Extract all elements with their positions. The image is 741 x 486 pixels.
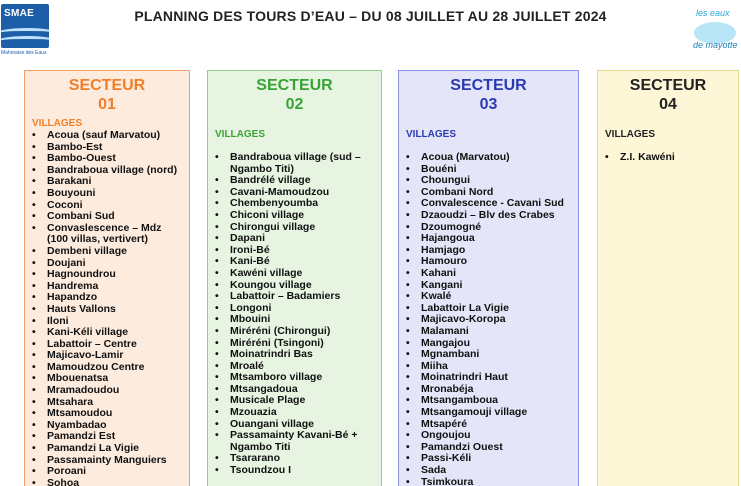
village-item: • Iloni — [25, 316, 189, 328]
sector-01-panel — [24, 70, 190, 486]
village-item: • Mtsamboro village — [208, 372, 381, 384]
village-item: • Pamandzi Ouest — [399, 442, 578, 454]
village-item: • Miiha — [399, 361, 578, 373]
village-item: • Acoua (Marvatou) — [399, 152, 578, 164]
sector-title: SECTEUR — [256, 77, 333, 94]
village-item: • Handrema — [25, 281, 189, 293]
sector-heading — [208, 76, 381, 114]
sector-number: 04 — [659, 96, 677, 113]
village-item: • Dapani — [208, 233, 381, 245]
village-item: • Chiconi village — [208, 210, 381, 222]
villages-label: VILLAGES — [32, 118, 83, 129]
village-item: • Majicavo-Koropa — [399, 314, 578, 326]
village-item: • Kahani — [399, 268, 578, 280]
village-item: • Kwalé — [399, 291, 578, 303]
village-item: • Bambo-Ouest — [25, 153, 189, 165]
sector-number: 03 — [479, 96, 498, 113]
village-item: • Ongoujou — [399, 430, 578, 442]
sector-title: SECTEUR — [629, 77, 707, 94]
village-item: • Bambo-Est — [25, 142, 189, 154]
village-item: • Hapandzo — [25, 292, 189, 304]
village-item: • Mtsangadoua — [208, 384, 381, 396]
village-list — [25, 130, 189, 486]
village-item: • Passamainty Kavani-Bé + Ngambo Titi — [208, 430, 381, 453]
sector-title: SECTEUR — [450, 77, 527, 94]
eaux-de-mayotte-logo — [690, 8, 740, 54]
village-item: • Mroalé — [208, 361, 381, 373]
village-item: • Passamainty Manguiers — [25, 455, 189, 467]
sector-heading — [399, 76, 578, 114]
village-item: • Z.I. Kawéni — [598, 152, 738, 164]
village-item: • Labattoir – Centre — [25, 339, 189, 351]
village-item: • Mangajou — [399, 338, 578, 350]
wave-icon — [1, 36, 49, 46]
village-item: • Coconi — [25, 200, 189, 212]
page-title: PLANNING DES TOURS D’EAU – DU 08 JUILLET AU 28 JUILLET 2024 — [134, 8, 607, 24]
village-list — [598, 152, 738, 164]
eaux-logo-line1: les eaux — [696, 8, 730, 18]
sector-02-panel — [207, 70, 382, 486]
village-item: • Moinatrindri Haut — [399, 372, 578, 384]
village-item: • Mamoudzou Centre — [25, 362, 189, 374]
village-item: • Bandrélé village — [208, 175, 381, 187]
village-item: • Hajangoua — [399, 233, 578, 245]
village-item: • Moinatrindri Bas — [208, 349, 381, 361]
village-item: • Kani-Bé — [208, 256, 381, 268]
village-item: • Mbouini — [208, 314, 381, 326]
village-item: • Dembeni village — [25, 246, 189, 258]
village-item: • Mronabéja — [399, 384, 578, 396]
village-item: • Chirongui village — [208, 222, 381, 234]
village-item: • Chembenyoumba — [208, 198, 381, 210]
village-item: • Longoni — [208, 303, 381, 315]
sector-heading — [25, 76, 189, 114]
village-item: • Tsimkoura — [399, 477, 578, 486]
village-item: • Sohoa — [25, 478, 189, 486]
village-item: • Musicale Plage — [208, 395, 381, 407]
village-item: • Hamjago — [399, 245, 578, 257]
village-item: • Hamouro — [399, 256, 578, 268]
village-item: • Pamandzi La Vigie — [25, 443, 189, 455]
village-item: • Mgnambani — [399, 349, 578, 361]
village-item: • Mtsahara — [25, 397, 189, 409]
sector-03-panel — [398, 70, 579, 486]
village-item: • Mtsamoudou — [25, 408, 189, 420]
village-item: • Mtsapéré — [399, 419, 578, 431]
village-item: • Sada — [399, 465, 578, 477]
village-item: • Bouyouni — [25, 188, 189, 200]
village-item: • Combani Nord — [399, 187, 578, 199]
village-item: • Poroani — [25, 466, 189, 478]
village-item: • Koungou village — [208, 280, 381, 292]
village-item: • Mtsangamouji village — [399, 407, 578, 419]
village-item: • Cavani-Mamoudzou — [208, 187, 381, 199]
village-item: • Miréréni (Chirongui) — [208, 326, 381, 338]
sector-number: 01 — [98, 96, 116, 113]
village-item: • Kangani — [399, 280, 578, 292]
sector-number: 02 — [285, 96, 304, 113]
village-item: • Ouangani village — [208, 419, 381, 431]
village-item: • Bouéni — [399, 164, 578, 176]
village-item: • Miréréni (Tsingoni) — [208, 338, 381, 350]
village-list — [399, 152, 578, 486]
village-item: • Tsoundzou I — [208, 465, 381, 477]
village-item: • Mbouenatsa — [25, 373, 189, 385]
village-item: • Kawéni village — [208, 268, 381, 280]
village-list — [208, 152, 381, 477]
village-item: • Convaslescence – Mdz (100 villas, vertivert) — [25, 223, 189, 246]
village-item: • Combani Sud — [25, 211, 189, 223]
smae-logo-tagline: Mahoraise des Eaux — [1, 50, 47, 56]
sector-04-panel — [597, 70, 739, 486]
village-item: • Dzoumogné — [399, 222, 578, 234]
village-item: • Tsararano — [208, 453, 381, 465]
village-item: • Dzaoudzi – Blv des Crabes — [399, 210, 578, 222]
smae-logo-text: SMAE — [4, 8, 35, 19]
village-item: • Bandraboua village (nord) — [25, 165, 189, 177]
village-item: • Mzouazia — [208, 407, 381, 419]
villages-label: VILLAGES — [406, 129, 457, 140]
villages-label: VILLAGES — [215, 129, 266, 140]
village-item: • Acoua (sauf Marvatou) — [25, 130, 189, 142]
village-item: • Passi-Kéli — [399, 453, 578, 465]
village-item: • Doujani — [25, 258, 189, 270]
villages-label: VILLAGES — [605, 129, 656, 140]
village-item: • Labattoir – Badamiers — [208, 291, 381, 303]
village-item: • Hagnoundrou — [25, 269, 189, 281]
village-item: • Choungui — [399, 175, 578, 187]
village-item: • Majicavo-Lamir — [25, 350, 189, 362]
village-item: • Kani-Kéli village — [25, 327, 189, 339]
village-item: • Convalescence - Cavani Sud — [399, 198, 578, 210]
village-item: • Ironi-Bé — [208, 245, 381, 257]
sector-heading — [598, 76, 738, 114]
village-item: • Pamandzi Est — [25, 431, 189, 443]
village-item: • Hauts Vallons — [25, 304, 189, 316]
village-item: • Mtsangamboua — [399, 395, 578, 407]
village-item: • Labattoir La Vigie — [399, 303, 578, 315]
village-item: • Nyambadao — [25, 420, 189, 432]
village-item: • Barakani — [25, 176, 189, 188]
village-item: • Bandraboua village (sud – Ngambo Titi) — [208, 152, 381, 175]
sector-title: SECTEUR — [68, 77, 146, 94]
village-item: • Malamani — [399, 326, 578, 338]
eaux-logo-line2: de mayotte — [693, 40, 738, 50]
village-item: • Mramadoudou — [25, 385, 189, 397]
